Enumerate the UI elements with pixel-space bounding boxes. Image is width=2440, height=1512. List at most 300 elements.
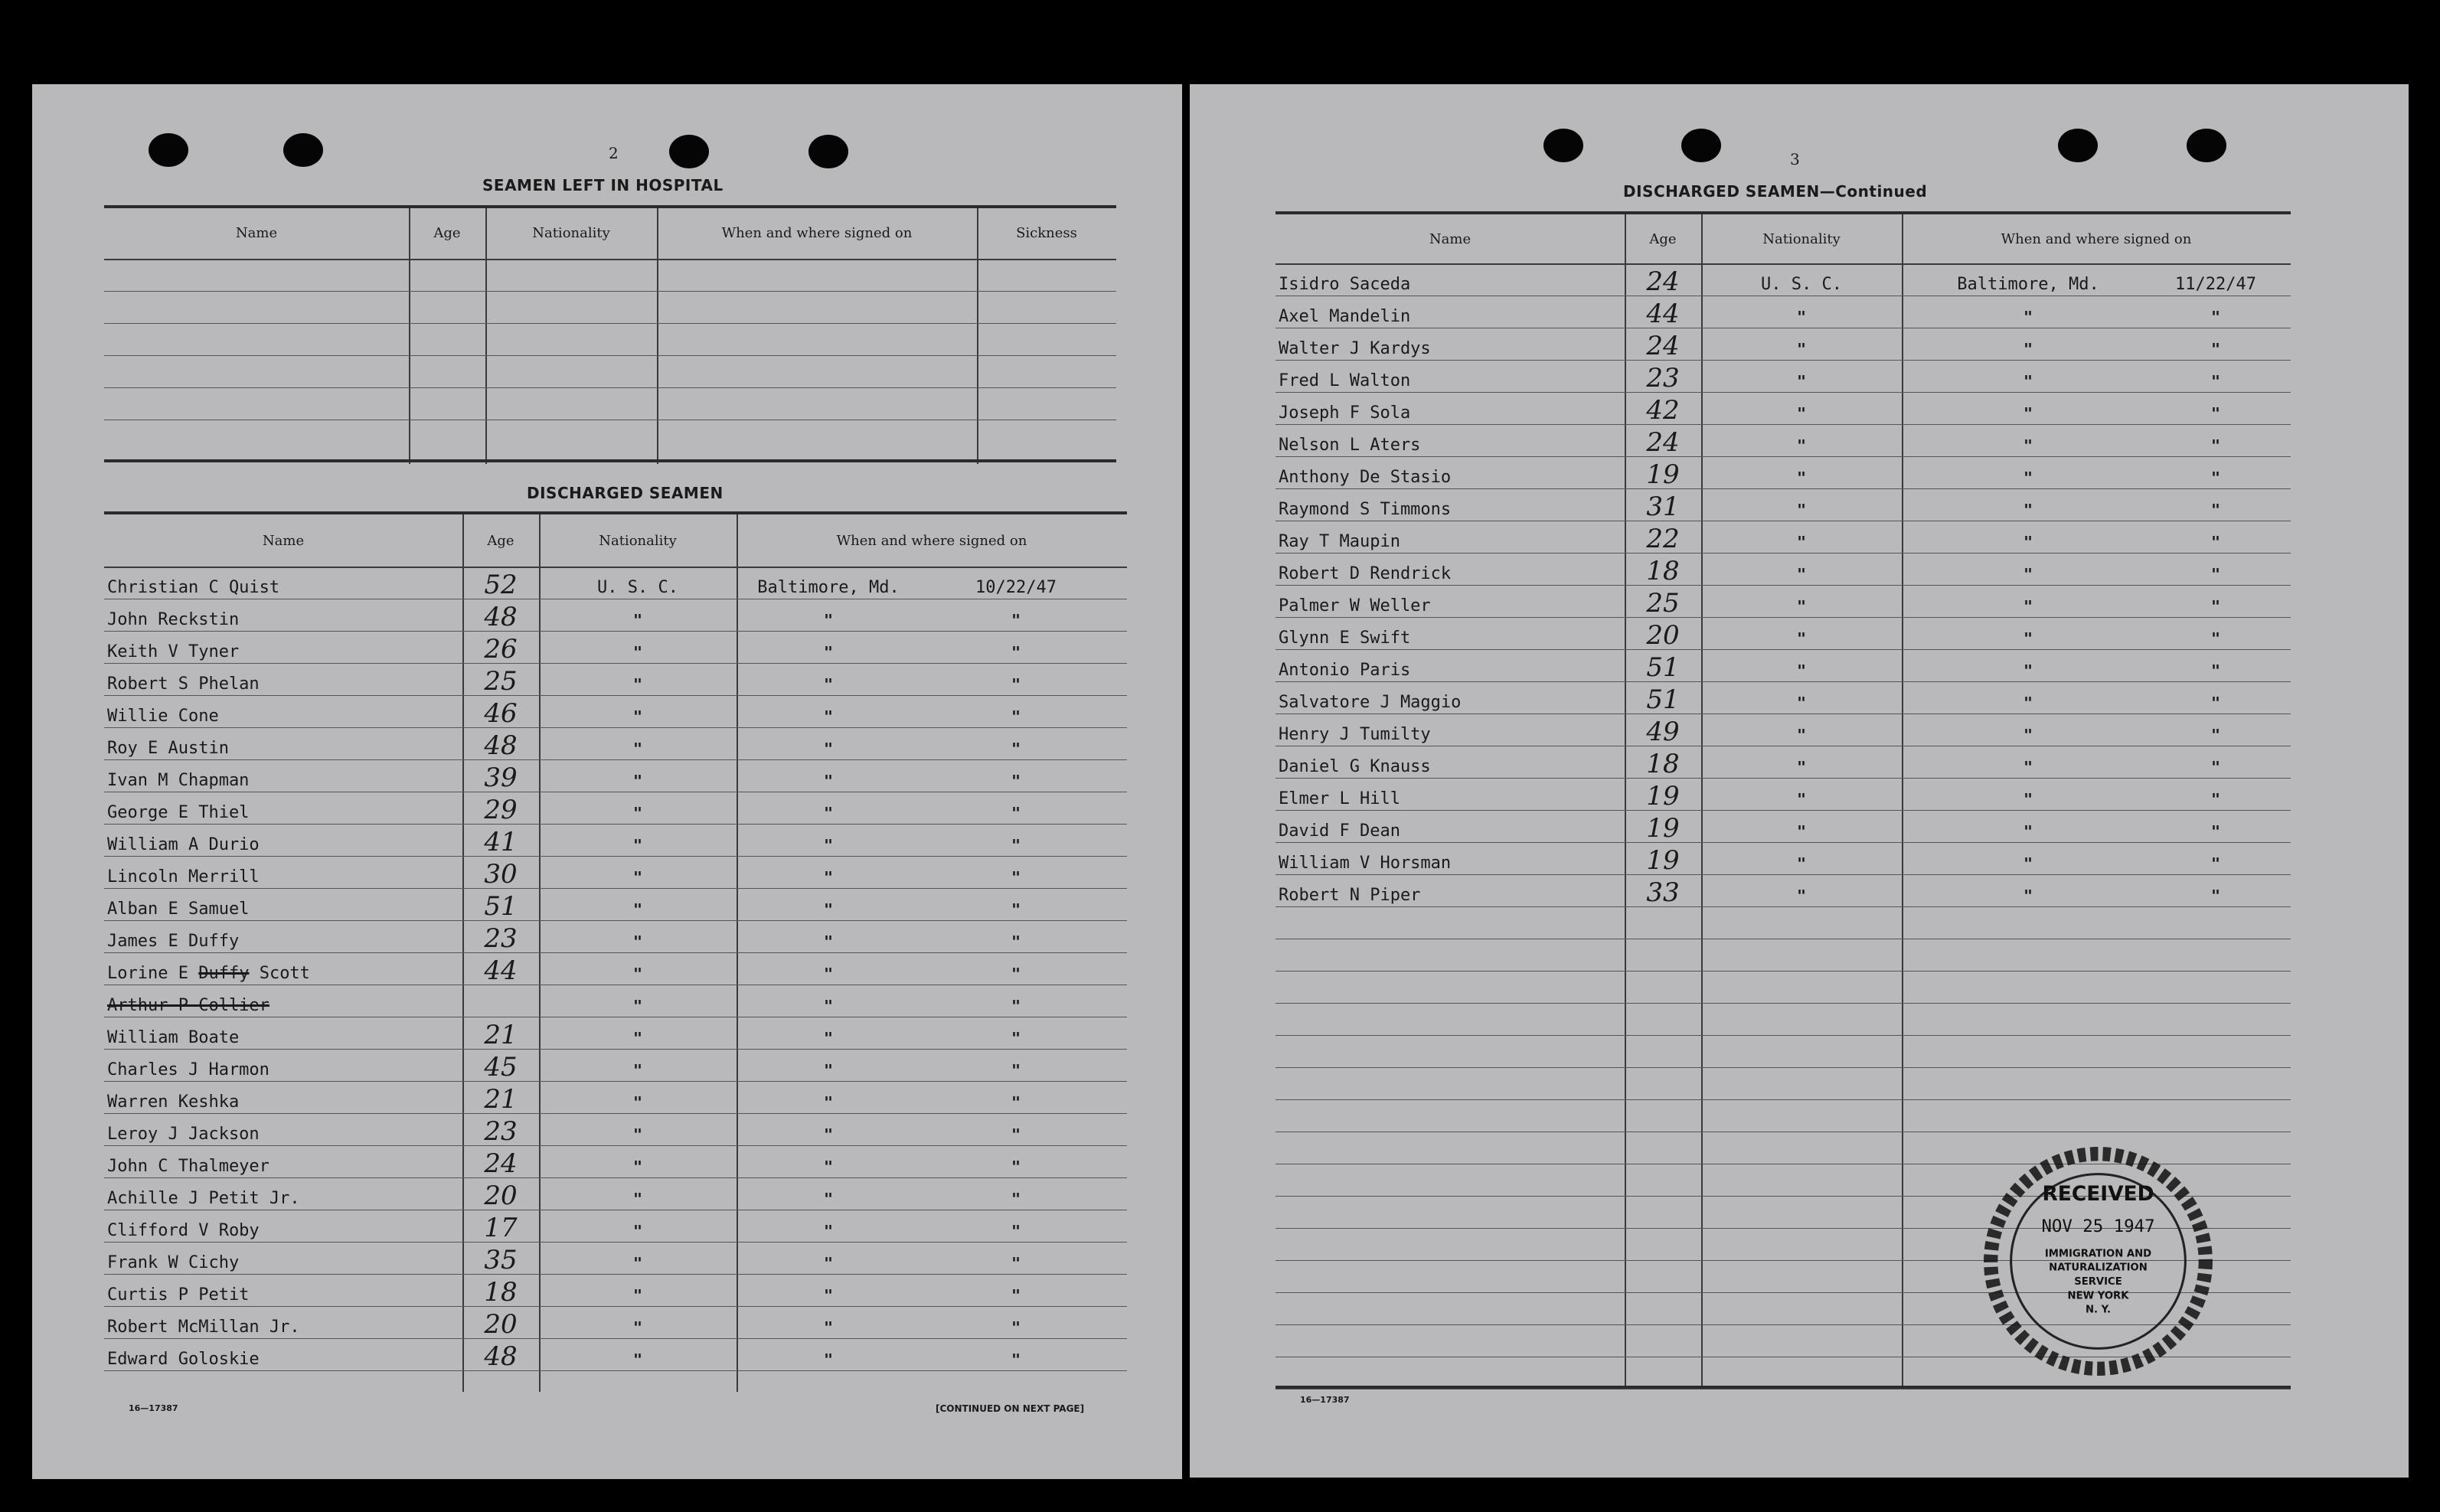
seaman-age: 20 — [484, 1309, 518, 1340]
seaman-name: George E Thiel — [107, 803, 250, 822]
empty-row — [1276, 1035, 2291, 1068]
table-row — [104, 1145, 1127, 1178]
table-row — [1276, 617, 2291, 650]
table-row — [1276, 360, 2291, 393]
signed-on-place: " — [823, 1158, 834, 1176]
signed-on-date: " — [1011, 1318, 1021, 1337]
punch-hole — [283, 133, 323, 167]
seaman-name: Walter J Kardys — [1279, 339, 1431, 358]
signed-on-date: " — [1011, 868, 1021, 887]
discharged-table-header — [104, 514, 1127, 568]
seaman-nationality: " — [1796, 790, 1807, 808]
signed-on-place: " — [823, 1222, 834, 1240]
table-row — [104, 888, 1127, 921]
signed-on-place: " — [2023, 501, 2033, 519]
seaman-nationality: U. S. C. — [597, 578, 678, 597]
seaman-name: Palmer W Weller — [1279, 596, 1431, 616]
signed-on-date: " — [2210, 404, 2221, 423]
seaman-nationality: " — [632, 965, 643, 983]
signed-on-place: " — [823, 1254, 834, 1272]
stamp-heading: RECEIVED — [2042, 1182, 2154, 1207]
table-row — [104, 1017, 1127, 1050]
seaman-nationality: " — [632, 1061, 643, 1079]
page-number: 2 — [609, 144, 619, 162]
signed-on-date: " — [2210, 790, 2221, 808]
seaman-nationality: " — [1796, 854, 1807, 873]
seaman-age: 19 — [1646, 813, 1680, 844]
punch-hole — [149, 133, 188, 167]
signed-on-date: " — [1011, 1125, 1021, 1144]
signed-on-place: " — [823, 1350, 834, 1369]
column-header: Age — [1649, 231, 1677, 247]
signed-on-date: " — [1011, 1029, 1021, 1047]
seaman-nationality: " — [1796, 887, 1807, 905]
table-row — [1276, 456, 2291, 489]
seaman-age: 33 — [1646, 877, 1680, 908]
seaman-age: 19 — [1646, 845, 1680, 876]
seaman-age: 21 — [484, 1084, 518, 1115]
seaman-nationality: " — [632, 804, 643, 822]
signed-on-date: " — [2210, 758, 2221, 776]
seaman-name: Willie Cone — [107, 707, 219, 726]
seaman-nationality: " — [632, 900, 643, 919]
seaman-name: Leroy J Jackson — [107, 1125, 260, 1144]
punch-hole — [1681, 129, 1721, 162]
seaman-name: Robert N Piper — [1279, 886, 1421, 905]
empty-row — [1276, 971, 2291, 1004]
seaman-nationality: " — [632, 643, 643, 661]
table-row — [104, 567, 1127, 599]
signed-on-date: " — [1011, 965, 1021, 983]
punch-hole — [808, 135, 848, 168]
signed-on-date: " — [2210, 372, 2221, 390]
signed-on-date: " — [1011, 1061, 1021, 1079]
signed-on-date: " — [2210, 822, 2221, 841]
signed-on-place: " — [2023, 404, 2033, 423]
signed-on-place: " — [2023, 790, 2033, 808]
stamp-agency-line: N. Y. — [2085, 1304, 2112, 1316]
table-row — [1276, 328, 2291, 361]
signed-on-place: " — [823, 932, 834, 951]
seaman-age: 21 — [484, 1020, 518, 1050]
seaman-nationality: " — [632, 1286, 643, 1305]
signed-on-place: " — [2023, 726, 2033, 744]
seaman-nationality: " — [632, 1350, 643, 1369]
column-header: Name — [1429, 231, 1472, 247]
seaman-nationality: " — [1796, 533, 1807, 551]
seaman-name: William Boate — [107, 1028, 240, 1047]
empty-row — [104, 387, 1116, 420]
table-row — [104, 1081, 1127, 1114]
signed-on-date: " — [1011, 1093, 1021, 1112]
table-row — [1276, 585, 2291, 618]
punch-hole — [1543, 129, 1583, 162]
table-row — [104, 920, 1127, 953]
table-row — [104, 792, 1127, 825]
seaman-age: 17 — [484, 1213, 518, 1243]
seaman-name: Charles J Harmon — [107, 1060, 269, 1079]
signed-on-date: " — [2210, 726, 2221, 744]
signed-on-date: " — [2210, 887, 2221, 905]
table-row — [104, 824, 1127, 857]
seaman-age: 18 — [1646, 749, 1680, 779]
seaman-age: 51 — [1646, 652, 1680, 683]
signed-on-date: " — [1011, 1286, 1021, 1305]
seaman-name: Robert S Phelan — [107, 674, 260, 694]
table-row — [1276, 778, 2291, 811]
signed-on-date: " — [1011, 1254, 1021, 1272]
seaman-name: Antonio Paris — [1279, 661, 1411, 680]
seaman-name: Robert D Rendrick — [1279, 564, 1452, 583]
seaman-age: 41 — [484, 827, 518, 857]
seaman-age: 35 — [484, 1245, 518, 1275]
column-header: Name — [235, 225, 278, 241]
empty-row — [1276, 1003, 2291, 1036]
seaman-name: David F Dean — [1279, 821, 1400, 841]
seaman-age: 18 — [484, 1277, 518, 1308]
signed-on-date: " — [1011, 611, 1021, 629]
signed-on-place: " — [2023, 436, 2033, 455]
seaman-age: 31 — [1646, 491, 1680, 522]
table-row — [104, 1338, 1127, 1371]
table-row — [1276, 874, 2291, 907]
signed-on-date: " — [1011, 836, 1021, 854]
seaman-name: Frank W Cichy — [107, 1253, 240, 1272]
stamp-agency-line: SERVICE — [2074, 1276, 2122, 1288]
seaman-name: Fred L Walton — [1279, 371, 1411, 390]
seaman-age: 45 — [484, 1052, 518, 1083]
seaman-age: 20 — [484, 1181, 518, 1211]
seaman-nationality: " — [1796, 340, 1807, 358]
struck-name: Arthur P Collier — [107, 996, 269, 1015]
seaman-name: Lincoln Merrill — [107, 867, 260, 887]
seaman-nationality: " — [1796, 822, 1807, 841]
signed-on-place: " — [823, 740, 834, 758]
punch-hole — [2187, 129, 2226, 162]
seaman-nationality: " — [632, 772, 643, 790]
signed-on-place: " — [823, 900, 834, 919]
signed-on-date: " — [1011, 1222, 1021, 1240]
table-row — [104, 599, 1127, 632]
discharged-table — [104, 511, 1127, 1392]
empty-row — [1276, 1067, 2291, 1100]
signed-on-place: " — [2023, 854, 2033, 873]
signed-on-date: " — [1011, 997, 1021, 1015]
signed-on-place: " — [823, 804, 834, 822]
seaman-age: 42 — [1646, 395, 1680, 426]
seaman-name: Isidro Saceda — [1279, 275, 1411, 294]
seaman-name: John C Thalmeyer — [107, 1157, 269, 1176]
seaman-nationality: " — [1796, 629, 1807, 648]
signed-on-date: 11/22/47 — [2175, 275, 2256, 294]
table-row — [104, 759, 1127, 792]
column-header: Name — [262, 533, 305, 549]
signed-on-date: " — [1011, 707, 1021, 726]
seaman-nationality: " — [632, 1125, 643, 1144]
seaman-age: 48 — [484, 602, 518, 632]
table-row — [104, 1242, 1127, 1275]
seaman-age: 25 — [484, 666, 518, 697]
signed-on-place: " — [823, 611, 834, 629]
signed-on-place: " — [823, 1061, 834, 1079]
seaman-nationality: " — [1796, 758, 1807, 776]
signed-on-place: " — [823, 772, 834, 790]
signed-on-place: " — [2023, 340, 2033, 358]
seaman-name: Raymond S Timmons — [1279, 500, 1452, 519]
seaman-nationality: " — [632, 1318, 643, 1337]
seaman-name: James E Duffy — [107, 932, 240, 951]
seaman-nationality: " — [632, 1093, 643, 1112]
seaman-nationality: " — [1796, 661, 1807, 680]
seaman-nationality: " — [1796, 436, 1807, 455]
seaman-name: Anthony De Stasio — [1279, 468, 1452, 487]
table-row — [104, 985, 1127, 1017]
signed-on-place: " — [823, 1125, 834, 1144]
stamp-agency-line: IMMIGRATION AND — [2044, 1248, 2152, 1260]
signed-on-place: Baltimore, Md. — [1957, 275, 2099, 294]
seaman-age: 18 — [1646, 556, 1680, 586]
table-row — [1276, 424, 2291, 457]
signed-on-date: " — [1011, 1190, 1021, 1208]
signed-on-place: " — [2023, 469, 2033, 487]
seaman-age: 24 — [1646, 266, 1680, 297]
seaman-nationality: " — [1796, 694, 1807, 712]
seaman-name: Roy E Austin — [107, 739, 229, 758]
signed-on-date: " — [1011, 1158, 1021, 1176]
table-row — [1276, 392, 2291, 425]
seaman-age: 24 — [1646, 331, 1680, 361]
table-row — [104, 1177, 1127, 1210]
empty-row — [104, 355, 1116, 388]
signed-on-place: " — [2023, 758, 2033, 776]
seaman-name: Christian C Quist — [107, 578, 280, 597]
form-number: 16—17387 — [1300, 1395, 1350, 1405]
discharged-continued-title: DISCHARGED SEAMEN—Continued — [1623, 182, 1928, 201]
table-row — [1276, 714, 2291, 746]
empty-row — [1276, 906, 2291, 939]
hospital-section-title: SEAMEN LEFT IN HOSPITAL — [482, 176, 724, 194]
empty-row — [104, 323, 1116, 356]
signed-on-date: 10/22/47 — [975, 578, 1057, 597]
signed-on-place: " — [823, 836, 834, 854]
seaman-age: 25 — [1646, 588, 1680, 619]
continued-note: [CONTINUED ON NEXT PAGE] — [936, 1403, 1085, 1414]
signed-on-place: " — [823, 643, 834, 661]
stamp-agency-line: NATURALIZATION — [2049, 1262, 2148, 1274]
signed-on-place: " — [2023, 661, 2033, 680]
seaman-name: Ray T Maupin — [1279, 532, 1400, 551]
seaman-name: Nelson L Aters — [1279, 436, 1421, 455]
seaman-name: Alban E Samuel — [107, 900, 250, 919]
seaman-age: 29 — [484, 795, 518, 825]
table-row — [1276, 746, 2291, 779]
table-row — [104, 1274, 1127, 1307]
signed-on-date: " — [2210, 661, 2221, 680]
seaman-age: 48 — [484, 730, 518, 761]
signed-on-place: " — [823, 1190, 834, 1208]
seaman-nationality: " — [632, 1222, 643, 1240]
signed-on-place: " — [823, 1029, 834, 1047]
seaman-age: 44 — [484, 955, 518, 986]
stamp-agency-line: NEW YORK — [2067, 1290, 2129, 1302]
seaman-age: 30 — [484, 859, 518, 890]
punch-hole — [669, 135, 709, 168]
seaman-name: Salvatore J Maggio — [1279, 693, 1462, 712]
seaman-age: 44 — [1646, 299, 1680, 329]
signed-on-place: " — [823, 1093, 834, 1112]
seaman-age: 22 — [1646, 524, 1680, 554]
signed-on-date: " — [2210, 565, 2221, 583]
signed-on-place: " — [2023, 629, 2033, 648]
seaman-name: William V Horsman — [1279, 854, 1452, 873]
signed-on-place: " — [2023, 822, 2033, 841]
seaman-name: Joseph F Sola — [1279, 403, 1411, 423]
seaman-name: Robert McMillan Jr. — [107, 1318, 300, 1337]
seaman-name: Lorine E Duffy Scott — [107, 964, 310, 983]
table-row — [1276, 553, 2291, 586]
empty-row — [104, 420, 1116, 462]
signed-on-date: " — [2210, 308, 2221, 326]
seaman-nationality: " — [632, 932, 643, 951]
signed-on-place: " — [2023, 533, 2033, 551]
column-header: When and where signed on — [836, 533, 1027, 549]
seaman-name: Daniel G Knauss — [1279, 757, 1431, 776]
signed-on-date: " — [2210, 340, 2221, 358]
column-header: When and where signed on — [721, 225, 913, 241]
seaman-age: 39 — [484, 763, 518, 793]
seaman-name: Keith V Tyner — [107, 642, 240, 661]
signed-on-date: " — [1011, 900, 1021, 919]
signed-on-date: " — [1011, 740, 1021, 758]
seaman-name: Ivan M Chapman — [107, 771, 250, 790]
seaman-nationality: " — [632, 740, 643, 758]
seaman-age: 23 — [1646, 363, 1680, 394]
signed-on-place: " — [2023, 372, 2033, 390]
seaman-age: 24 — [1646, 427, 1680, 458]
seaman-nationality: U. S. C. — [1761, 275, 1842, 294]
seaman-age: 46 — [484, 698, 518, 729]
seaman-age: 23 — [484, 1116, 518, 1147]
signed-on-date: " — [2210, 436, 2221, 455]
signed-on-date: " — [2210, 597, 2221, 616]
table-row — [104, 1049, 1127, 1082]
seaman-nationality: " — [1796, 726, 1807, 744]
seaman-name: John Reckstin — [107, 610, 240, 629]
seaman-age: 48 — [484, 1341, 518, 1372]
table-row — [1276, 810, 2291, 843]
column-header: Nationality — [599, 533, 677, 549]
signed-on-place: Baltimore, Md. — [757, 578, 900, 597]
discharged-section-title: DISCHARGED SEAMEN — [527, 484, 724, 502]
seaman-age: 51 — [1646, 684, 1680, 715]
seaman-nationality: " — [1796, 372, 1807, 390]
seaman-nationality: " — [1796, 565, 1807, 583]
seaman-nationality: " — [632, 1190, 643, 1208]
seaman-age: 49 — [1646, 717, 1680, 747]
empty-row — [104, 259, 1116, 292]
signed-on-date: " — [1011, 804, 1021, 822]
signed-on-date: " — [2210, 533, 2221, 551]
signed-on-place: " — [823, 1318, 834, 1337]
column-header: Age — [487, 533, 514, 549]
seaman-nationality: " — [632, 1254, 643, 1272]
seaman-nationality: " — [632, 997, 643, 1015]
hospital-table-header — [104, 208, 1116, 260]
empty-row — [1276, 939, 2291, 972]
stamp-date: NOV 25 1947 — [2041, 1216, 2155, 1236]
table-row — [104, 695, 1127, 728]
column-header: When and where signed on — [2001, 231, 2192, 247]
seaman-name: Achille J Petit Jr. — [107, 1189, 300, 1208]
signed-on-date: " — [1011, 772, 1021, 790]
column-header: Age — [433, 225, 461, 241]
column-header: Nationality — [1762, 231, 1841, 247]
seaman-name: Curtis P Petit — [107, 1285, 250, 1305]
seaman-age: 52 — [484, 570, 518, 600]
seaman-age: 23 — [484, 923, 518, 954]
seaman-age: 19 — [1646, 781, 1680, 812]
seaman-nationality: " — [632, 868, 643, 887]
page-number: 3 — [1790, 150, 1800, 168]
seaman-age: 24 — [484, 1148, 518, 1179]
table-row — [1276, 263, 2291, 296]
signed-on-place: " — [2023, 694, 2033, 712]
seaman-name: Axel Mandelin — [1279, 307, 1411, 326]
signed-on-place: " — [823, 707, 834, 726]
seaman-nationality: " — [1796, 308, 1807, 326]
table-row — [1276, 296, 2291, 328]
signed-on-date: " — [1011, 932, 1021, 951]
signed-on-place: " — [823, 965, 834, 983]
empty-row — [104, 291, 1116, 324]
seaman-nationality: " — [1796, 501, 1807, 519]
seaman-age: 26 — [484, 634, 518, 665]
table-row — [104, 1210, 1127, 1243]
signed-on-place: " — [2023, 597, 2033, 616]
signed-on-place: " — [2023, 887, 2033, 905]
table-row — [1276, 488, 2291, 521]
hospital-table — [104, 205, 1116, 464]
signed-on-place: " — [2023, 308, 2033, 326]
seaman-name: Clifford V Roby — [107, 1221, 260, 1240]
seaman-nationality: " — [1796, 469, 1807, 487]
seaman-nationality: " — [1796, 404, 1807, 423]
seaman-name: William A Durio — [107, 835, 260, 854]
signed-on-place: " — [823, 868, 834, 887]
struck-name: Duffy — [198, 964, 250, 983]
signed-on-date: " — [2210, 854, 2221, 873]
seaman-nationality: " — [632, 1158, 643, 1176]
seaman-nationality: " — [632, 611, 643, 629]
signed-on-place: " — [823, 1286, 834, 1305]
seaman-name: Edward Goloskie — [107, 1350, 260, 1369]
signed-on-date: " — [2210, 694, 2221, 712]
column-header: Sickness — [1016, 225, 1077, 241]
discharged-table-header — [1276, 214, 2291, 265]
seaman-nationality: " — [632, 836, 643, 854]
seaman-name: Henry J Tumilty — [1279, 725, 1431, 744]
seaman-age: 19 — [1646, 459, 1680, 490]
table-row — [1276, 681, 2291, 714]
signed-on-date: " — [1011, 1350, 1021, 1369]
signed-on-date: " — [1011, 675, 1021, 694]
received-stamp — [1981, 1145, 2215, 1378]
table-row — [104, 856, 1127, 889]
seaman-name — [107, 996, 269, 1015]
signed-on-date: " — [2210, 629, 2221, 648]
seaman-age: 20 — [1646, 620, 1680, 651]
seaman-name: Elmer L Hill — [1279, 789, 1400, 808]
